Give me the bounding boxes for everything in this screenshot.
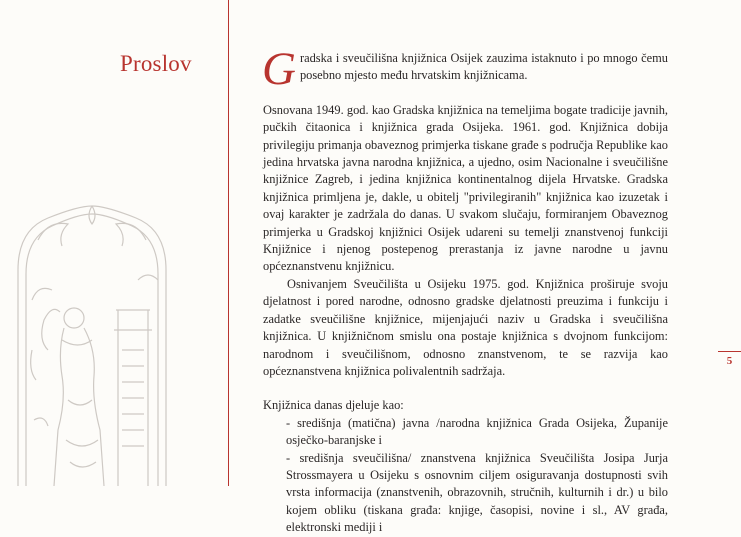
vertical-rule	[228, 0, 229, 486]
list-item: - središnja sveučilišna/ znanstvena knjižnica Sveučilišta Josipa Jurja Strossmayera u Osijeku s osnovnim ciljem osiguravanja dostupnosti svih vrsta informacija (znanstvenih, obrazovnih, stručnih, kulturnih i dr.) u bilo kojem obliku (tiskana građa: knjige, časopisi, novine i sl., AV građa, elektronski mediji i	[286, 450, 668, 535]
paragraph-today: Knjižnica danas djeluje kao:	[263, 398, 404, 413]
engraving-illustration	[8, 200, 176, 486]
page-number: 5	[718, 351, 741, 367]
list-item: - središnja (matična) javna /narodna knjižnica Grada Osijeka, Županije osječko-baranjske i	[286, 415, 668, 448]
drop-cap: G	[262, 43, 296, 95]
paragraph-university: Osnivanjem Sveučilišta u Osijeku 1975. god. Knjižnica proširuje svoju djelatnost i pored narodne, odnosno gradske djelatnosti preuzima i funkciju i zadatke sveučilišne knjižnice, mijenjajući naziv u Gradska i sveučilišna knjižnica. U knjižničnom smislu ona postaje knjižnica s dvojnom funkcijom: narodnom i sveučilišnom, odnosno znanstvenom, te se razvija kao općeznanstvena knjižnica polivalentnih sadržaja.	[263, 276, 668, 378]
body-text	[262, 43, 668, 537]
lead-paragraph	[262, 43, 668, 95]
lead-paragraph-text: radska i sveučilišna knjižnica Osijek zauzima istaknuto i po mnogo čemu posebno mjesto među hrvatskim knjižnicama.	[299, 51, 668, 83]
page-heading: Proslov	[120, 51, 192, 76]
paragraph-history: Osnovana 1949. god. kao Gradska knjižnica na temeljima bogate tradicije javnih, pučkih čitaonica i knjižnica grada Osijeka. 1961. god. Knjižnica dobija privilegiju primanja obaveznog primjerka tiskane građe s područja Republike kao jedina hrvatska javna narodna knjižnica, a ujedno, osim Nacionalne i sveučilišne knjižnice Zagreb, i jedina knjižnica kontinentalnog dijela Hrvatske. Gradska knjižnica primljena je, dakle, u obitelj "privilegiranih" knjižnica kao izuzetak i ovaj karakter je zadržala do danas. U svakom slučaju, formiranjem Obaveznog primjerka u Gradskoj knjižnici Osijek udareni su temelji znanstvenoj funkciji Knjižnice i njenog postepenog prerastanja iz javne narodne u javnu općeznanstvenu knjižnicu.	[263, 102, 668, 274]
